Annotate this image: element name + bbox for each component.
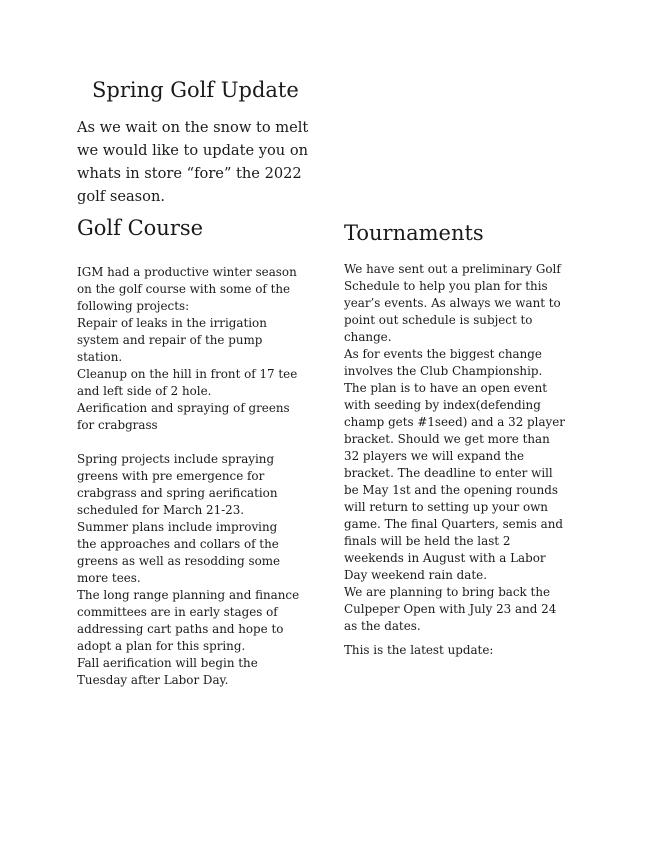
- intro-line: As we wait on the snow to melt: [77, 119, 309, 136]
- text-line: This is the latest update:: [344, 643, 494, 657]
- text-line: with seeding by index(defending: [344, 398, 541, 412]
- text-line: and left side of 2 hole.: [77, 384, 212, 398]
- text-line: Cleanup on the hill in front of 17 tee: [77, 367, 298, 381]
- intro-line: we would like to update you on: [77, 142, 309, 159]
- text-line: game. The final Quarters, semis and: [344, 517, 564, 531]
- golf-course-heading: Golf Course: [77, 216, 204, 240]
- text-line: champ gets #1seed) and a 32 player: [344, 415, 565, 429]
- text-line: as the dates.: [344, 619, 421, 633]
- text-line: Fall aerification will begin the: [77, 656, 258, 670]
- text-line: on the golf course with some of the: [77, 282, 291, 296]
- paragraph-spacer: [344, 635, 584, 642]
- text-line: scheduled for March 21-23.: [77, 503, 245, 517]
- text-line: following projects:: [77, 299, 190, 313]
- text-line: committees are in early stages of: [77, 605, 278, 619]
- text-line: IGM had a productive winter season: [77, 265, 297, 279]
- text-line: involves the Club Championship.: [344, 364, 543, 378]
- text-line: 32 players we will expand the: [344, 449, 525, 463]
- text-line: As for events the biggest change: [344, 347, 542, 361]
- paragraph-spacer: [77, 434, 317, 451]
- text-line: Day weekend rain date.: [344, 568, 487, 582]
- text-line: The long range planning and finance: [77, 588, 300, 602]
- text-line: bracket. The deadline to enter will: [344, 466, 553, 480]
- text-line: adopt a plan for this spring.: [77, 639, 246, 653]
- text-line: Culpeper Open with July 23 and 24: [344, 602, 557, 616]
- intro-paragraph: [77, 116, 317, 208]
- text-line: more tees.: [77, 571, 141, 585]
- text-line: The plan is to have an open event: [344, 381, 548, 395]
- text-line: station.: [77, 350, 123, 364]
- text-line: system and repair of the pump: [77, 333, 263, 347]
- text-line: Aerification and spraying of greens: [77, 401, 290, 415]
- text-line: be May 1st and the opening rounds: [344, 483, 558, 497]
- text-line: the approaches and collars of the: [77, 537, 279, 551]
- page-title: Spring Golf Update: [92, 78, 299, 102]
- text-line: finals will be held the last 2: [344, 534, 511, 548]
- text-line: Summer plans include improving: [77, 520, 278, 534]
- intro-line: whats in store “fore” the 2022: [77, 165, 302, 182]
- tournaments-body: [344, 261, 584, 659]
- text-line: Repair of leaks in the irrigation: [77, 316, 267, 330]
- text-line: change.: [344, 330, 392, 344]
- text-line: for crabgrass: [77, 418, 158, 432]
- text-line: Tuesday after Labor Day.: [77, 673, 229, 687]
- text-line: point out schedule is subject to: [344, 313, 533, 327]
- text-line: weekends in August with a Labor: [344, 551, 546, 565]
- text-line: year’s events. As always we want to: [344, 296, 561, 310]
- intro-line: golf season.: [77, 188, 165, 205]
- text-line: Spring projects include spraying: [77, 452, 275, 466]
- text-line: addressing cart paths and hope to: [77, 622, 284, 636]
- text-line: Schedule to help you plan for this: [344, 279, 548, 293]
- text-line: bracket. Should we get more than: [344, 432, 550, 446]
- text-line: will return to setting up your own: [344, 500, 548, 514]
- text-line: We have sent out a preliminary Golf: [344, 262, 561, 276]
- text-line: greens as well as resodding some: [77, 554, 281, 568]
- text-line: greens with pre emergence for: [77, 469, 265, 483]
- golf-course-body: [77, 264, 317, 689]
- text-line: We are planning to bring back the: [344, 585, 551, 599]
- tournaments-heading: Tournaments: [344, 221, 484, 245]
- text-line: crabgrass and spring aerification: [77, 486, 278, 500]
